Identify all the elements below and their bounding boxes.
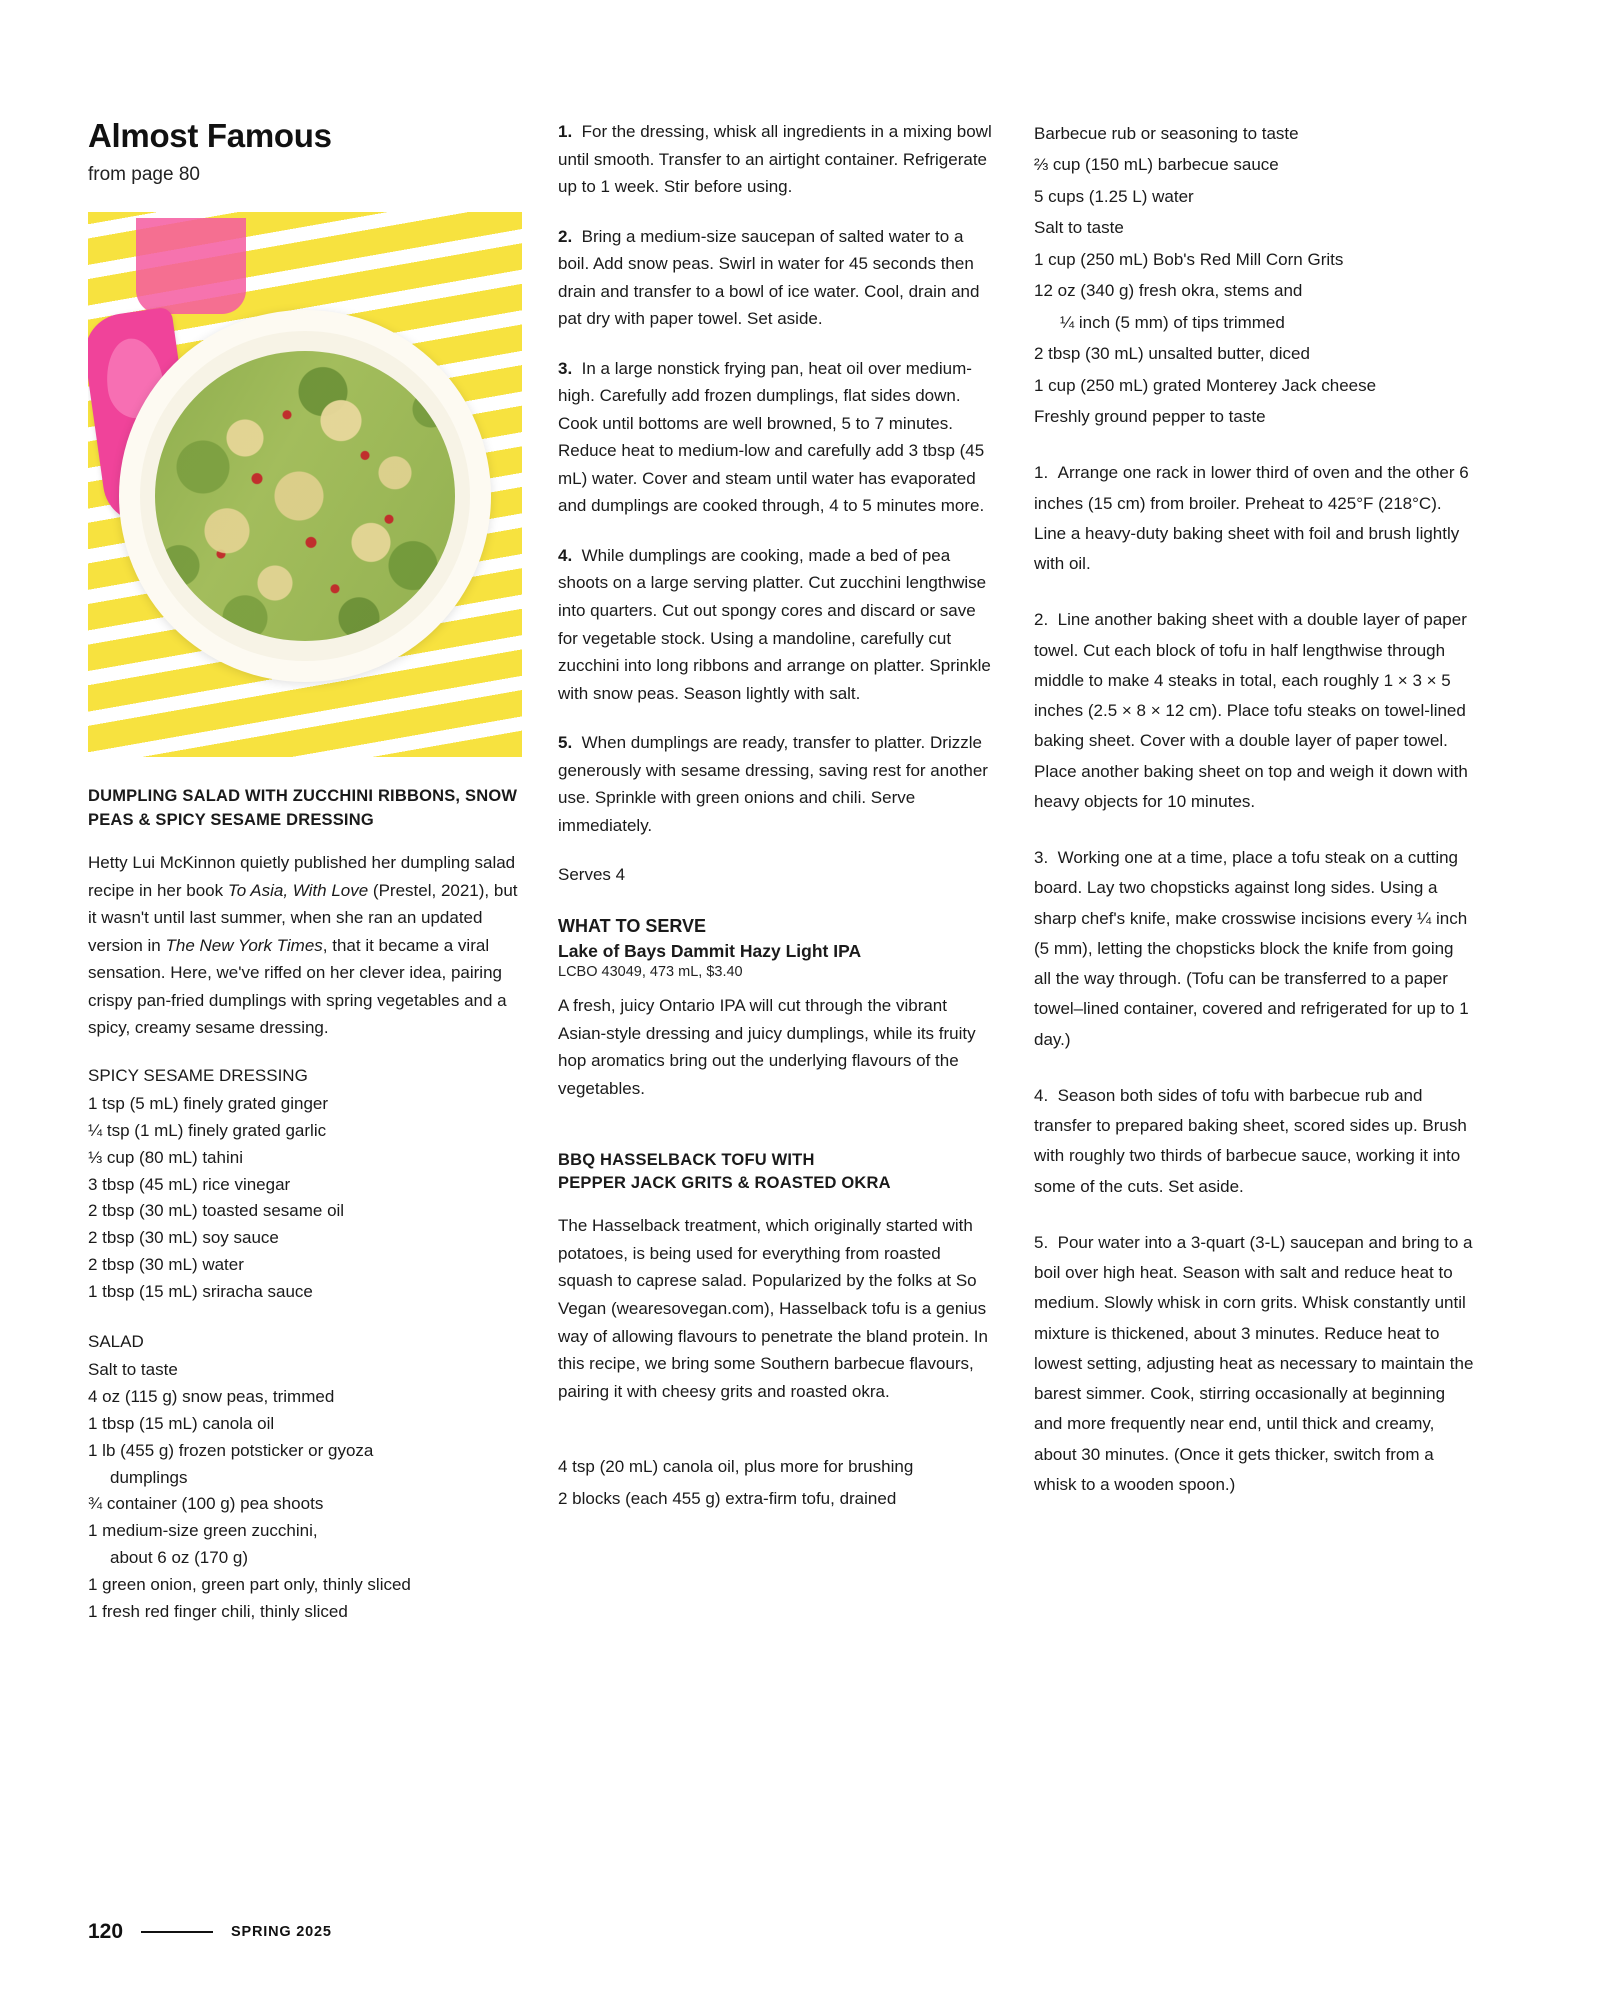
- dressing-title: SPICY SESAME DRESSING: [88, 1065, 308, 1085]
- step-number: 1.: [558, 122, 573, 141]
- recipe2-step: [1034, 843, 1474, 1055]
- ingredient-item: 2 tbsp (30 mL) soy sauce: [88, 1228, 279, 1248]
- step-number: 4.: [558, 545, 573, 565]
- step-text: Arrange one rack in lower third of oven and the other 6 inches (15 cm) from broiler. Preheat to 425°F (218°C). Line a heavy-duty baking sheet with foil and brush lightly with oil.: [1034, 463, 1469, 574]
- recipe1-step: [558, 223, 998, 333]
- step-text: For the dressing, whisk all ingredients in a mixing bowl until smooth. Transfer to an airtight container. Refrigerate up to 1 week. Stir before using.: [558, 122, 992, 197]
- recipe2-step: [1034, 458, 1474, 579]
- spacer: [558, 1425, 998, 1451]
- recipe2-heading-line1: BBQ HASSELBACK TOFU WITH: [558, 1150, 815, 1169]
- ingredient-item: Salt to taste: [88, 1360, 178, 1380]
- spacer: [558, 1123, 998, 1149]
- what-to-serve-heading: WHAT TO SERVE: [558, 916, 707, 937]
- ingredient-item: 2 tbsp (30 mL) toasted sesame oil: [88, 1201, 345, 1221]
- column-left: [88, 118, 522, 1648]
- ingredient-item: ⅓ cup (80 mL) tahini: [88, 1147, 243, 1167]
- recipe2-step: [1034, 1228, 1474, 1500]
- issue-label: SPRING 2025: [231, 1924, 332, 1940]
- dressing-ingredients: [88, 1062, 522, 1306]
- ingredient-item: Barbecue rub or seasoning to taste: [1034, 124, 1299, 143]
- recipe2-step: [1034, 605, 1474, 817]
- step-number: 4.: [1034, 1085, 1049, 1105]
- step-number: 5.: [558, 733, 573, 753]
- step-number: 1.: [1034, 463, 1049, 483]
- step-text: Pour water into a 3-quart (3-L) saucepan and bring to a boil over high heat. Season with salt and reduce heat to medium. Slowly whisk in corn grits. Whisk constantly until mixture is thickened, about 3 minutes. Reduce heat to lowest setting, adjusting heat as necessary to maintain the barest simmer. Cook, stirring occasionally at beginning and more frequently near end, until thick and creamy, about 30 minutes. (Once it gets thicker, switch from a whisk to a wooden spoon.): [1034, 1232, 1474, 1494]
- ingredient-item: 3 tbsp (45 mL) rice vinegar: [88, 1174, 291, 1194]
- pairing-note: A fresh, juicy Ontario IPA will cut through the vibrant Asian-style dressing and juicy dumplings, while its fruity hop aromatics bring out the underlying flavours of the vegetables.: [558, 996, 976, 1098]
- recipe1-heading: DUMPLING SALAD WITH ZUCCHINI RIBBONS, SNOW PEAS & SPICY SESAME DRESSING: [88, 787, 518, 830]
- ingredient-item-cont: ¼ inch (5 mm) of tips trimmed: [1060, 312, 1285, 332]
- step-text: Working one at a time, place a tofu steak on a cutting board. Lay two chopsticks against long sides. Using a sharp chef's knife, make crosswise incisions every ¼ inch (5 mm), letting the chopsticks block the knife from going all the way through. (Tofu can be transferred to a paper towel–lined container, covered and refrigerated for up to 1 day.): [1034, 848, 1469, 1049]
- ingredient-item: Freshly ground pepper to taste: [1034, 406, 1266, 426]
- step-text: In a large nonstick frying pan, heat oil over medium-high. Carefully add frozen dumplings, flat sides down. Cook until bottoms are well browned, 5 to 7 minutes. Reduce heat to medium-low and carefully add 3 tbsp (45 mL) water. Cover and steam until water has evaporated and dumplings are cooked through, 4 to 5 minutes more.: [558, 358, 985, 516]
- pink-glass: [136, 218, 246, 314]
- ingredient-item: 1 green onion, green part only, thinly sliced: [88, 1574, 411, 1594]
- page-subtitle: from page 80: [88, 164, 200, 186]
- plate: [119, 310, 491, 682]
- recipe1-step: [558, 355, 998, 520]
- step-text: Season both sides of tofu with barbecue rub and transfer to prepared baking sheet, scored sides up. Brush with roughly two thirds of barbecue sauce, working it into some of the cuts. Set aside.: [1034, 1085, 1467, 1196]
- pairing-name: Lake of Bays Dammit Hazy Light IPA: [558, 941, 862, 962]
- step-number: 2.: [1034, 610, 1049, 630]
- recipe1-step: [558, 118, 998, 201]
- step-number: 3.: [1034, 848, 1049, 868]
- ingredient-item: 1 tbsp (15 mL) sriracha sauce: [88, 1282, 313, 1302]
- step-number: 2.: [558, 226, 573, 246]
- column-middle: [558, 118, 998, 1648]
- column-right: [1034, 118, 1474, 1648]
- page-number: 120: [88, 1920, 124, 1943]
- ingredient-item: 1 medium-size green zucchini,: [88, 1521, 318, 1541]
- page-columns: [88, 118, 1512, 1648]
- recipe1-intro-book-title: To Asia, With Love: [227, 880, 369, 900]
- ingredient-item: ¾ container (100 g) pea shoots: [88, 1494, 324, 1514]
- step-number: 5.: [1034, 1232, 1049, 1252]
- ingredient-item: 1 tsp (5 mL) finely grated ginger: [88, 1094, 329, 1114]
- ingredient-item: 4 oz (115 g) snow peas, trimmed: [88, 1386, 335, 1406]
- recipe1-step: [558, 542, 998, 707]
- recipe1-intro: [88, 849, 522, 1042]
- recipe1-step: [558, 729, 998, 839]
- salad-food: [155, 351, 455, 641]
- step-text: While dumplings are cooking, made a bed of pea shoots on a large serving platter. Cut zucchini lengthwise into quarters. Cut out spongy cores and discard or save for vegetable stock. Using a mandoline, carefully cut zucchini into long ribbons and arrange on platter. Sprinkle with snow peas. Season lightly with salt.: [558, 545, 991, 703]
- ingredient-item: 1 fresh red finger chili, thinly sliced: [88, 1601, 348, 1621]
- ingredient-item: 2 tbsp (30 mL) water: [88, 1255, 244, 1275]
- step-text: Line another baking sheet with a double layer of paper towel. Cut each block of tofu in half lengthwise through middle to make 4 steaks in total, each roughly 1 × 3 × 5 inches (2.5 × 8 × 12 cm). Place tofu steaks on towel-lined baking sheet. Cover with a double layer of paper towel. Place another baking sheet on top and weigh it down with heavy objects for 10 minutes.: [1034, 610, 1468, 811]
- ingredient-item: 1 lb (455 g) frozen potsticker or gyoza: [88, 1440, 374, 1460]
- ingredient-item: 2 blocks (each 455 g) extra-firm tofu, drained: [558, 1488, 897, 1508]
- footer-rule: [141, 1931, 213, 1933]
- serves-line: Serves 4: [558, 865, 626, 885]
- recipe2-heading-line2: PEPPER JACK GRITS & ROASTED OKRA: [558, 1174, 891, 1193]
- recipe1-intro-part1: Hetty Lui McKinnon quietly published her dumpling salad recipe in her book: [88, 853, 516, 900]
- page-title: Almost Famous: [88, 117, 332, 154]
- recipe2-step: [1034, 1081, 1474, 1202]
- recipe2-intro: The Hasselback treatment, which originally started with potatoes, is being used for everything from roasted squash to caprese salad. Popularized by the folks at So Vegan (wearesovegan.com), Hasselback tofu is a genius way of allowing flavours to penetrate the bland protein. In this recipe, we bring some Southern barbecue flavours, pairing it with cheesy grits and roasted okra.: [558, 1216, 988, 1401]
- dish-photo: [88, 212, 522, 757]
- ingredient-item: 12 oz (340 g) fresh okra, stems and: [1034, 281, 1303, 301]
- salad-title: SALAD: [88, 1331, 144, 1351]
- pairing-meta: LCBO 43049, 473 mL, $3.40: [558, 964, 743, 981]
- ingredient-item: ¼ tsp (1 mL) finely grated garlic: [88, 1120, 327, 1140]
- recipe1-intro-part3: , that it became a viral sensation. Here, we've riffed on her clever idea, pairing crispy pan-fried dumplings with spring vegetables and a spicy, creamy sesame dressing.: [88, 935, 507, 1038]
- salad-ingredients: [88, 1328, 522, 1626]
- ingredient-item-cont: about 6 oz (170 g): [110, 1548, 248, 1568]
- ingredient-item-cont: dumplings: [110, 1467, 188, 1487]
- ingredient-item: 5 cups (1.25 L) water: [1034, 186, 1194, 206]
- ingredient-item: 1 cup (250 mL) Bob's Red Mill Corn Grits: [1034, 249, 1344, 269]
- recipe2-heading: [558, 1149, 998, 1197]
- step-text: When dumplings are ready, transfer to platter. Drizzle generously with sesame dressing, saving rest for another use. Sprinkle with green onions and chili. Serve immediately.: [558, 733, 988, 835]
- ingredient-item: ⅔ cup (150 mL) barbecue sauce: [1034, 155, 1279, 175]
- ingredient-item: 4 tsp (20 mL) canola oil, plus more for brushing: [558, 1457, 914, 1477]
- ingredient-item: 1 cup (250 mL) grated Monterey Jack cheese: [1034, 375, 1377, 395]
- recipe1-intro-publication: The New York Times: [165, 935, 323, 955]
- step-text: Bring a medium-size saucepan of salted water to a boil. Add snow peas. Swirl in water for 45 seconds then drain and transfer to a bowl of ice water. Cool, drain and pat dry with paper towel. Set aside.: [558, 226, 980, 329]
- spacer: [1034, 432, 1474, 458]
- recipe1-intro-part2: (Prestel, 2021), but it wasn't until last summer, when she ran an updated version in: [88, 880, 518, 955]
- ingredient-item: 2 tbsp (30 mL) unsalted butter, diced: [1034, 344, 1310, 364]
- ingredient-item: Salt to taste: [1034, 218, 1124, 238]
- ingredient-item: 1 tbsp (15 mL) canola oil: [88, 1413, 275, 1433]
- step-number: 3.: [558, 358, 573, 378]
- page-footer: [88, 1920, 332, 1944]
